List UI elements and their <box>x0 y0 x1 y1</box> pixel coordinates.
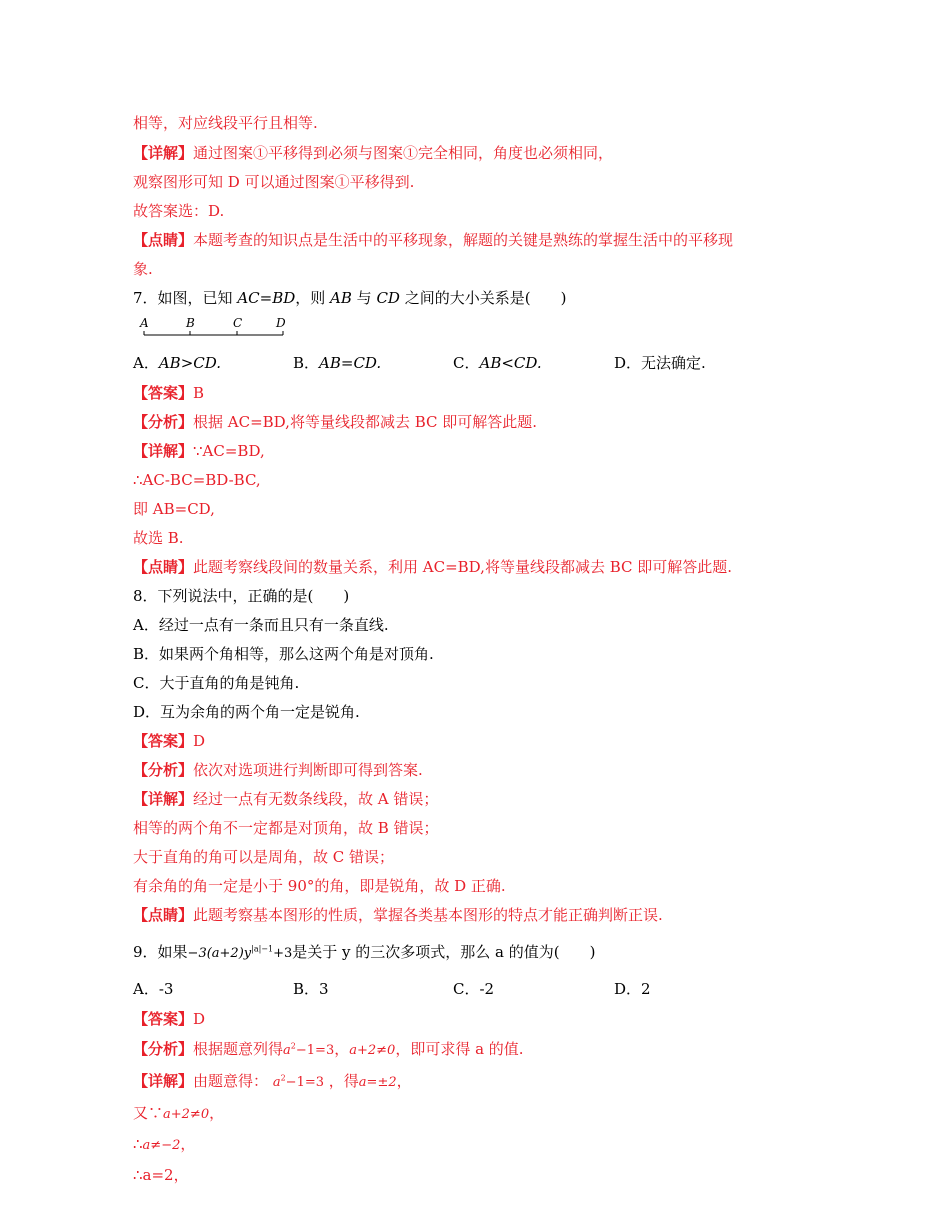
continuation-line: 相等，对应线段平行且相等. <box>133 114 318 132</box>
comment-line-2: 象. <box>133 260 153 278</box>
q9-option-c: C．-2 <box>453 980 495 998</box>
q7-step-1: ∴AC-BC=BD-BC, <box>133 471 261 489</box>
segment-figure <box>138 315 298 341</box>
q8-option-b: B．如果两个角相等，那么这两个角是对顶角. <box>133 645 434 663</box>
question-8-stem: 8．下列说法中，正确的是( ) <box>133 587 350 605</box>
q9-detail: 【详解】由题意得： $a^2-1=3$ ，得a=±2， <box>133 1072 412 1090</box>
q8-reason-3: 大于直角的角可以是周角，故 C 错误； <box>133 848 395 866</box>
detail-line <box>133 143 833 163</box>
equation-1: $a^2-1=3$ <box>283 1041 335 1058</box>
q7-step-2: 即 AB=CD, <box>133 500 215 518</box>
equation-4: a=±2 <box>358 1075 397 1090</box>
question-7-options <box>133 353 833 373</box>
point-c-label: C <box>233 316 243 330</box>
q9-analysis: 【分析】根据题意列得$a^2-1=3$，a+2≠0，即可求得 a 的值. <box>133 1040 524 1058</box>
option-d: D．无法确定. <box>614 354 706 372</box>
comment-line <box>133 230 833 250</box>
q8-analysis: 【分析】依次对选项进行判断即可得到答案. <box>133 761 423 779</box>
comment-tag: 【点睛】 <box>133 231 194 249</box>
q9-answer: 【答案】D <box>133 1010 206 1028</box>
q7-detail: 【详解】∵AC=BD, <box>133 442 265 460</box>
q8-option-c: C．大于直角的角是钝角. <box>133 674 300 692</box>
option-a: A．AB>CD. <box>133 354 222 372</box>
answer-choice-line: 故答案选：D. <box>133 202 225 220</box>
q7-step-3: 故选 B. <box>133 529 184 547</box>
q9-option-d: D．2 <box>614 980 651 998</box>
q8-detail: 【详解】经过一点有无数条线段，故 A 错误； <box>133 790 439 808</box>
q7-analysis: 【分析】根据 AC=BD,将等量线段都减去 BC 即可解答此题. <box>133 413 538 431</box>
question-9-stem: 9．如果$-3(a+2)y^{|a|-1}+3$是关于 y 的三次多项式，那么 a 的值为( ) <box>133 943 596 961</box>
polynomial-expression: $-3(a+2)y^{|a|-1}+3$ <box>187 944 293 961</box>
q9-option-b: B．3 <box>293 980 329 998</box>
point-b-label: B <box>186 316 195 330</box>
point-d-label: D <box>276 316 286 330</box>
point-a-label: A <box>140 316 149 330</box>
detail-text: 通过图案①平移得到必须与图案①完全相同，角度也必须相同， <box>193 144 614 162</box>
comment-text: 本题考查的知识点是生活中的平移现象，解题的关键是熟练的掌握生活中的平移现 <box>193 231 734 249</box>
question-9-options <box>133 979 833 999</box>
option-c: C．AB<CD. <box>453 354 542 372</box>
q8-reason-2: 相等的两个角不一定都是对顶角，故 B 错误； <box>133 819 439 837</box>
q8-comment: 【点睛】此题考察基本图形的性质，掌握各类基本图形的特点才能正确判断正误. <box>133 906 663 924</box>
detail-tag: 【详解】 <box>133 144 194 162</box>
q9-step-2: ∴a≠−2， <box>133 1135 196 1153</box>
detail-line-2: 观察图形可知 D 可以通过图案①平移得到. <box>133 173 415 191</box>
q8-option-a: A．经过一点有一条而且只有一条直线. <box>133 616 389 634</box>
option-b: B．AB=CD. <box>293 354 382 372</box>
q7-comment: 【点睛】此题考察线段间的数量关系，利用 AC=BD,将等量线段都减去 BC 即可解答此题. <box>133 558 733 576</box>
q7-answer: 【答案】B <box>133 384 205 402</box>
q9-step-1: 又∵a+2≠0， <box>133 1104 225 1122</box>
q8-reason-4: 有余角的角一定是小于 90°的角，即是锐角，故 D 正确. <box>133 877 506 895</box>
equation-2: a+2≠0 <box>349 1043 396 1058</box>
question-7-stem: 7．如图，已知 AC=BD，则 AB 与 CD 之间的大小关系是( ) <box>133 289 567 307</box>
q8-answer: 【答案】D <box>133 732 206 750</box>
q8-option-d: D．互为余角的两个角一定是锐角. <box>133 703 360 721</box>
q9-option-a: A．-3 <box>133 980 174 998</box>
q9-step-3: ∴a=2， <box>133 1166 189 1184</box>
equation-3: $a^2-1=3$ <box>272 1073 324 1090</box>
